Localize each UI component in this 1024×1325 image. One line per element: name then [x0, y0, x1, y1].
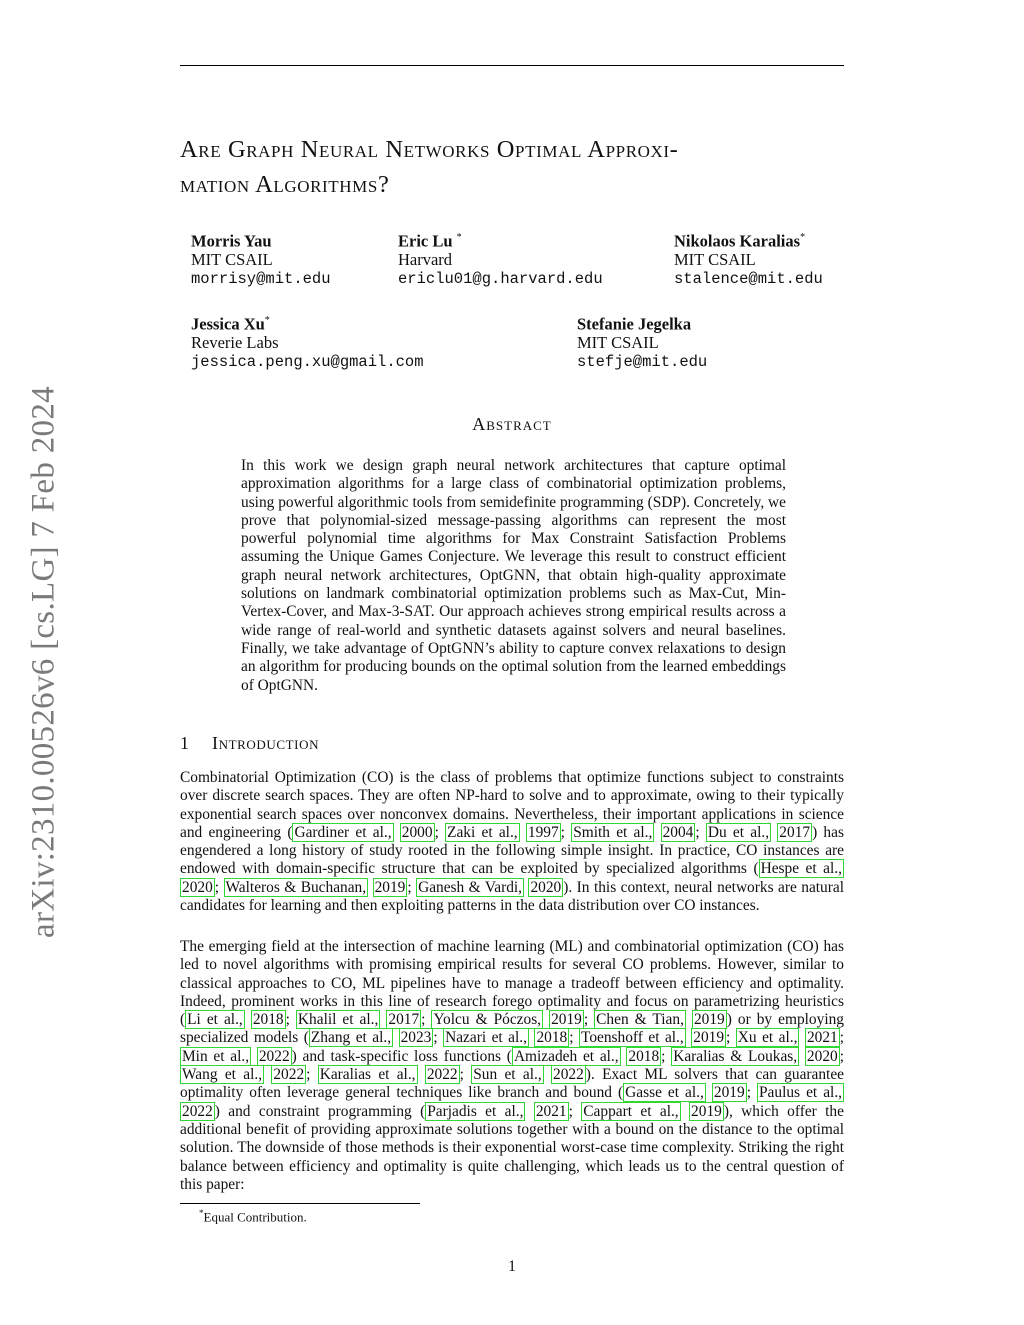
paragraph-text: [418, 1066, 425, 1083]
paragraph-text: [681, 1103, 689, 1120]
footnote-mark: *: [199, 1208, 204, 1218]
citation-link[interactable]: 1997: [527, 823, 559, 841]
citation-link[interactable]: 2019: [693, 1029, 725, 1047]
citation-link[interactable]: 2019: [551, 1011, 582, 1029]
intro-paragraph-2: [180, 938, 844, 1194]
paragraph-text: ;: [583, 1011, 595, 1029]
title-line-1: Are Graph Neural Networks Optimal Approxi-: [180, 136, 679, 163]
section-title: Introduction: [212, 733, 320, 753]
header-rule: [180, 65, 844, 66]
paragraph-text: ) and constraint programming (: [214, 1102, 426, 1120]
citation-link[interactable]: 2019: [693, 1011, 725, 1029]
citation-link[interactable]: 2017: [388, 1011, 420, 1029]
citation-link[interactable]: 2022: [258, 1047, 290, 1065]
author-affiliation: MIT CSAIL: [577, 333, 659, 352]
author-affiliation: MIT CSAIL: [674, 250, 756, 269]
citation-link[interactable]: Li et al.,: [187, 1011, 243, 1029]
paragraph-text: ) or by employing specialized models (: [180, 1011, 844, 1047]
author-affiliation: MIT CSAIL: [191, 250, 273, 269]
citation-link[interactable]: Karalias et al.,: [319, 1066, 416, 1084]
footnote-rule: [180, 1203, 420, 1204]
author-block: Nikolaos Karalias* MIT CSAIL stalence@mit.edu: [674, 231, 823, 288]
paragraph-text: ;: [459, 1066, 472, 1084]
citation-link[interactable]: Xu et al.,: [737, 1029, 798, 1047]
author-block: Eric Lu * Harvard ericlu01@g.harvard.edu: [398, 231, 603, 288]
citation-link[interactable]: 2004: [662, 823, 694, 841]
citation-link[interactable]: 2019: [374, 878, 406, 896]
footnote: [199, 1208, 307, 1225]
paragraph-text: ) and task-specific loss functions (: [291, 1047, 512, 1065]
paragraph-text: [245, 1011, 251, 1028]
author-email[interactable]: stefje@mit.edu: [577, 352, 708, 371]
paragraph-text: [654, 824, 660, 841]
abstract-heading: Abstract: [472, 414, 552, 434]
citation-link[interactable]: Cappart et al.,: [583, 1102, 679, 1120]
citation-link[interactable]: 2019: [713, 1084, 745, 1102]
citation-link[interactable]: Du et al.,: [707, 823, 770, 841]
citation-link[interactable]: Gardiner et al.,: [294, 823, 392, 841]
citation-link[interactable]: 2000: [401, 823, 433, 841]
section-heading: [180, 733, 319, 754]
paragraph-text: ;: [746, 1084, 757, 1102]
paragraph-text: ;: [839, 1029, 844, 1047]
paragraph-text: [368, 879, 372, 896]
author-name: Morris Yau: [191, 231, 272, 251]
paragraph-text: ;: [434, 823, 446, 841]
citation-link[interactable]: Nazari et al.,: [445, 1029, 527, 1047]
author-name: Nikolaos Karalias: [674, 231, 801, 251]
citation-link[interactable]: Paulus et al.,: [759, 1084, 843, 1102]
paragraph-text: ;: [839, 1047, 844, 1065]
paper-title: [180, 132, 860, 202]
author-block: [577, 312, 707, 371]
abstract-text: In this work we design graph neural network architectures that capture optimal approximation algorithms for a large class of combinatorial optimization problems, using powerful algorithmic tools from semidefinite programming (SDP). Concretely, we prove that polynomial-sized message-passing algorithms can represent the most powerful polynomial time algorithms for Max Constraint Satisfaction Problems assuming the Unique Games Conjecture. We leverage this result to construct efficient graph neural network architectures, OptGNN, that obtain high-quality approximate solutions on landmark combinatorial optimization problems such as Max-Cut, Min-Vertex-Cover, and Max-3-SAT. Our approach achieves strong empirical results across a wide range of real-world and synthetic datasets against solvers and neural baselines. Finally, we take advantage of OptGNN’s ability to capture convex relaxations to design an algorithm for producing bounds on the optimal solution from the learned embeddings of OptGNN.: [241, 457, 786, 694]
citation-link[interactable]: Sun et al.,: [473, 1066, 542, 1084]
author-name: Stefanie Jegelka: [577, 314, 692, 334]
citation-link[interactable]: Amizadeh et al.,: [513, 1047, 619, 1065]
paragraph-text: ;: [407, 878, 417, 896]
citation-link[interactable]: 2018: [252, 1011, 284, 1029]
citation-link[interactable]: 2021: [535, 1102, 567, 1120]
author-affiliation: Reverie Labs: [191, 333, 279, 352]
citation-link[interactable]: Zaki et al.,: [447, 823, 518, 841]
paragraph-text: Combinatorial Optimization (CO) is the class of problems that optimize functions subject to constraints over discrete search spaces. They are often NP-hard to solve and to approximate, owing to their typically exponential search spaces over nonconvex domains. Nevertheless, their important applications in science and engineering (: [180, 769, 844, 841]
paragraph-text: ;: [661, 1047, 672, 1065]
citation-link[interactable]: 2018: [628, 1047, 660, 1065]
author-email[interactable]: ericlu01@g.harvard.edu: [398, 269, 603, 288]
citation-link[interactable]: Khalil et al.,: [297, 1011, 379, 1029]
citation-link[interactable]: 2021: [806, 1029, 838, 1047]
paragraph-text: ;: [726, 1029, 736, 1047]
paragraph-text: ), which offer the additional benefit of providing approximate solutions together with a bound on the distance to the optimal solution. The downside of those methods is their exponential worst-case time complexity. Striking the right balance between efficiency and optimality is quite challenging, which leads us to the central question of this paper:: [180, 1102, 844, 1193]
citation-link[interactable]: 2017: [779, 823, 811, 841]
citation-link[interactable]: Toenshoff et al.,: [581, 1029, 684, 1047]
citation-link[interactable]: Zhang et al.,: [310, 1029, 392, 1047]
author-affiliation: Harvard: [398, 250, 453, 269]
author-email[interactable]: morrisy@mit.edu: [191, 269, 331, 288]
citation-link[interactable]: 2022: [553, 1066, 584, 1084]
paragraph-text: [544, 1066, 551, 1083]
paragraph-text: [394, 824, 400, 841]
paragraph-text: ;: [285, 1011, 296, 1029]
author-email[interactable]: stalence@mit.edu: [674, 269, 823, 288]
citation-link[interactable]: 2020: [806, 1047, 838, 1065]
paragraph-text: [706, 1084, 712, 1101]
citation-link[interactable]: Gasse et al.,: [625, 1084, 704, 1102]
paragraph-text: ;: [214, 878, 224, 896]
paragraph-text: ;: [695, 823, 706, 841]
citation-link[interactable]: 2018: [536, 1029, 568, 1047]
author-name: Eric Lu: [398, 231, 453, 251]
paragraph-text: ;: [306, 1066, 318, 1084]
citation-link[interactable]: Min et al.,: [182, 1047, 250, 1065]
author-name: Jessica Xu: [191, 314, 265, 334]
title-line-2: mation Algorithms?: [180, 171, 390, 198]
paragraph-text: ;: [421, 1011, 432, 1029]
paragraph-text: ). In this context, neural networks are natural candidates for learning and then exploiting patterns in the data distribution over CO instances.: [180, 878, 844, 915]
intro-paragraph-1: [180, 769, 844, 915]
footnote-text: Equal Contribution.: [203, 1209, 307, 1225]
citation-link[interactable]: 2022: [273, 1066, 305, 1084]
citation-link[interactable]: Wang et al.,: [182, 1066, 263, 1084]
paragraph-text: ;: [433, 1029, 444, 1047]
author-email[interactable]: jessica.peng.xu@gmail.com: [191, 352, 424, 371]
paragraph-text: [520, 824, 526, 841]
paragraph-text: ) has engendered a long history of study rooted in the following simple insight. In practice, CO instances are endowed with domain-specific structure that can be exploited by specialized algorithms (: [180, 823, 844, 878]
citation-link[interactable]: Parjadis et al.,: [427, 1102, 524, 1120]
citation-link[interactable]: Chen & Tian,: [596, 1011, 684, 1029]
citation-link[interactable]: Karalias & Loukas,: [673, 1047, 798, 1065]
arxiv-identifier: arXiv:2310.00526v6 [cs.LG] 7 Feb 2024: [25, 386, 62, 938]
citation-link[interactable]: Yolcu & Póczos,: [433, 1011, 542, 1029]
page-number: 1: [508, 1258, 516, 1275]
paragraph-text: ). Exact ML solvers that can guarantee optimality often leverage general techniques like branch and bound (: [180, 1066, 845, 1102]
citation-link[interactable]: 2022: [182, 1102, 213, 1120]
citation-link[interactable]: 2020: [530, 878, 562, 896]
section-number: 1: [180, 733, 190, 753]
author-block: [191, 229, 331, 288]
citation-link[interactable]: 2019: [691, 1102, 722, 1120]
author-block: Jessica Xu* Reverie Labs jessica.peng.xu@gmail.com: [191, 314, 424, 371]
citation-link[interactable]: 2023: [400, 1029, 432, 1047]
paragraph-text: ;: [560, 823, 572, 841]
paragraph-text: [525, 1103, 533, 1120]
paragraph-text: ;: [569, 1029, 579, 1047]
citation-link[interactable]: Smith et al.,: [573, 823, 653, 841]
citation-link[interactable]: 2022: [426, 1066, 458, 1084]
citation-link[interactable]: Walteros & Buchanan,: [225, 878, 367, 896]
citation-link[interactable]: Ganesh & Vardi,: [418, 878, 523, 896]
paragraph-text: The emerging field at the intersection of machine learning (ML) and combinatorial optimization (CO) has led to novel algorithms with promising empirical results for several CO problems. However, similar to classical approaches to CO, ML pipelines have to manage a tradeoff between efficiency and optimality. Indeed, prominent works in this line of research forego optimality and focus on parametrizing heuristics (: [180, 938, 844, 1029]
paragraph-text: ;: [568, 1102, 582, 1120]
citation-link[interactable]: 2020: [182, 878, 213, 896]
paragraph-text: [251, 1048, 257, 1065]
citation-link[interactable]: Hespe et al.,: [760, 860, 842, 878]
paragraph-text: [393, 1029, 398, 1046]
